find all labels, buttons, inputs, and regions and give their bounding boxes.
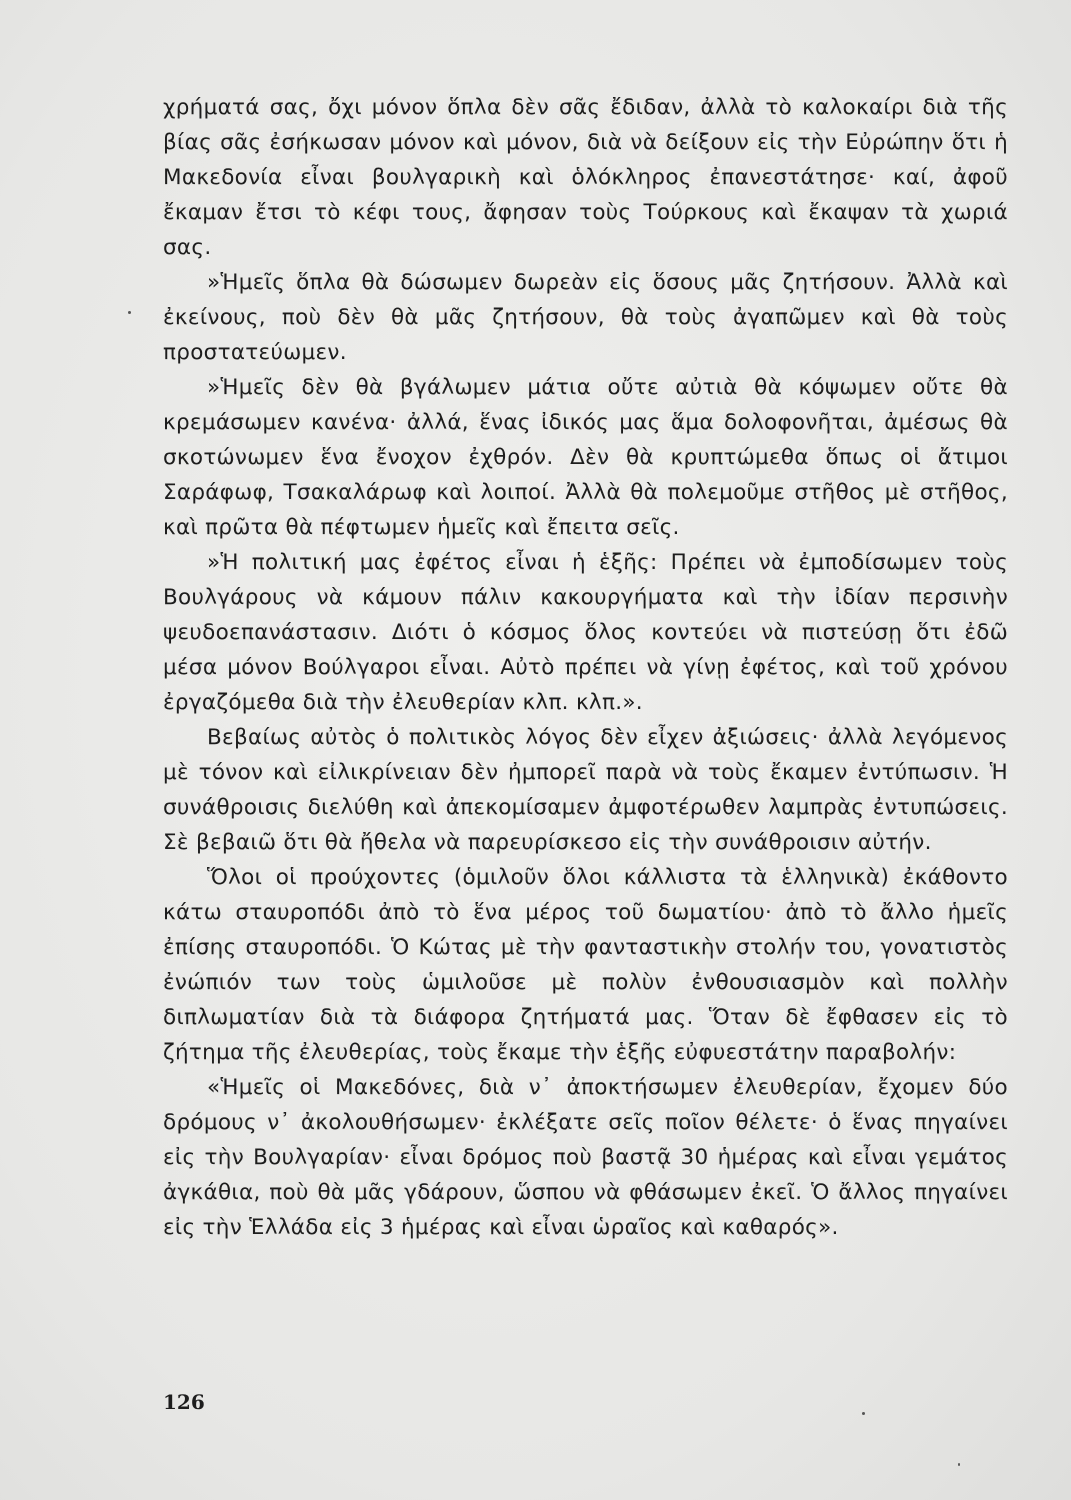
page-number: 126 <box>163 1390 205 1414</box>
paragraph-3: »Ἡμεῖς δὲν θὰ βγάλωμεν μάτια οὔτε αὐτιὰ θὰ κόψωμεν οὔτε θὰ κρεμάσωμεν κανένα· ἀλλά, ἕνας ἰδικός μας ἅμα δολοφονῆται, ἀμέσως θὰ σκοτώνωμεν ἕνα ἔνοχον ἐχθρόν. Δὲν θὰ κρυπτώμεθα ὅπως οἱ ἄτιμοι Σαράφωφ, Τσακαλάρωφ καὶ λοιποί. Ἀλλὰ θὰ πολεμοῦμε στῆθος μὲ στῆθος, καὶ πρῶτα θὰ πέφτωμεν ἡμεῖς καὶ ἔπειτα σεῖς. <box>163 375 1008 540</box>
paragraph-4: »Ἡ πολιτική μας ἐφέτος εἶναι ἡ ἑξῆς: Πρέπει νὰ ἐμποδίσωμεν τοὺς Βουλγάρους νὰ κάμουν πάλιν κακουργήματα καὶ τὴν ἰδίαν περσινὴν ψευδοεπανάστασιν. Διότι ὁ κόσμος ὅλος κοντεύει νὰ πιστεύσῃ ὅτι ἐδῶ μέσα μόνον Βούλγαροι εἶναι. Αὐτὸ πρέπει νὰ γίνῃ ἐφέτος, καὶ τοῦ χρόνου ἐργαζόμεθα διὰ τὴν ἐλευθερίαν κλπ. κλπ.». <box>163 550 1008 715</box>
paragraph-2: »Ἡμεῖς ὅπλα θὰ δώσωμεν δωρεὰν εἰς ὅσους μᾶς ζητήσουν. Ἀλλὰ καὶ ἐκείνους, ποὺ δὲν θὰ μᾶς ζητήσουν, θὰ τοὺς ἀγαπῶμεν καὶ θὰ τοὺς προστατεύωμεν. <box>163 270 1008 365</box>
paragraph-7: «Ἡμεῖς οἱ Μακεδόνες, διὰ ν᾽ ἀποκτήσωμεν ἐλευθερίαν, ἔχομεν δύο δρόμους ν᾽ ἀκολουθήσωμεν· ἐκλέξατε σεῖς ποῖον θέλετε· ὁ ἕνας πηγαίνει εἰς τὴν Βουλγαρίαν· εἶναι δρόμος ποὺ βαστᾷ 30 ἡμέρας καὶ εἶναι γεμάτος ἀγκάθια, ποὺ θὰ μᾶς γδάρουν, ὥσπου νὰ φθάσωμεν ἐκεῖ. Ὁ ἄλλος πηγαίνει εἰς τὴν Ἑλλάδα εἰς 3 ἡμέρας καὶ εἶναι ὡραῖος καὶ καθαρός». <box>163 1075 1008 1240</box>
paragraph-5: Βεβαίως αὐτὸς ὁ πολιτικὸς λόγος δὲν εἶχεν ἀξιώσεις· ἀλλὰ λεγόμενος μὲ τόνον καὶ εἰλικρίνειαν δὲν ἠμπορεῖ παρὰ νὰ τοὺς ἔκαμεν ἐντύπωσιν. Ἡ συνάθροισις διελύθη καὶ ἀπεκομίσαμεν ἀμφοτέρωθεν λαμπρὰς ἐντυπώσεις. Σὲ βεβαιῶ ὅτι θὰ ἤθελα νὰ παρευρίσκεσο εἰς τὴν συνάθροισιν αὐτήν. <box>163 725 1008 855</box>
ink-speck <box>958 1463 960 1466</box>
body-text <box>163 90 1008 1245</box>
paragraph-1: χρήματά σας, ὄχι μόνον ὅπλα δὲν σᾶς ἔδιδαν, ἀλλὰ τὸ καλοκαίρι διὰ τῆς βίας σᾶς ἐσήκωσαν μόνον καὶ μόνον, διὰ νὰ δείξουν εἰς τὴν Εὐρώπην ὅτι ἡ Μακεδονία εἶναι βουλγαρικὴ καὶ ὁλόκληρος ἐπανεστάτησε· καί, ἀφοῦ ἔκαμαν ἔτσι τὸ κέφι τους, ἄφησαν τοὺς Τούρκους καὶ ἔκαψαν τὰ χωριά σας. <box>163 95 1008 260</box>
paragraph-6: Ὅλοι οἱ προύχοντες (ὁμιλοῦν ὅλοι κάλλιστα τὰ ἑλληνικὰ) ἐκάθοντο κάτω σταυροπόδι ἀπὸ τὸ ἕνα μέρος τοῦ δωματίου· ἀπὸ τὸ ἄλλο ἡμεῖς ἐπίσης σταυροπόδι. Ὁ Κώτας μὲ τὴν φανταστικὴν στολήν του, γονατιστὸς ἐνώπιόν των τοὺς ὡμιλοῦσε μὲ πολὺν ἐνθουσιασμὸν καὶ πολλὴν διπλωματίαν διὰ τὰ διάφορα ζητήματά μας. Ὅταν δὲ ἔφθασεν εἰς τὸ ζήτημα τῆς ἐλευθερίας, τοὺς ἔκαμε τὴν ἑξῆς εὐφυεστάτην παραβολήν: <box>163 865 1008 1065</box>
ink-speck <box>128 311 131 314</box>
ink-speck <box>862 1412 865 1415</box>
